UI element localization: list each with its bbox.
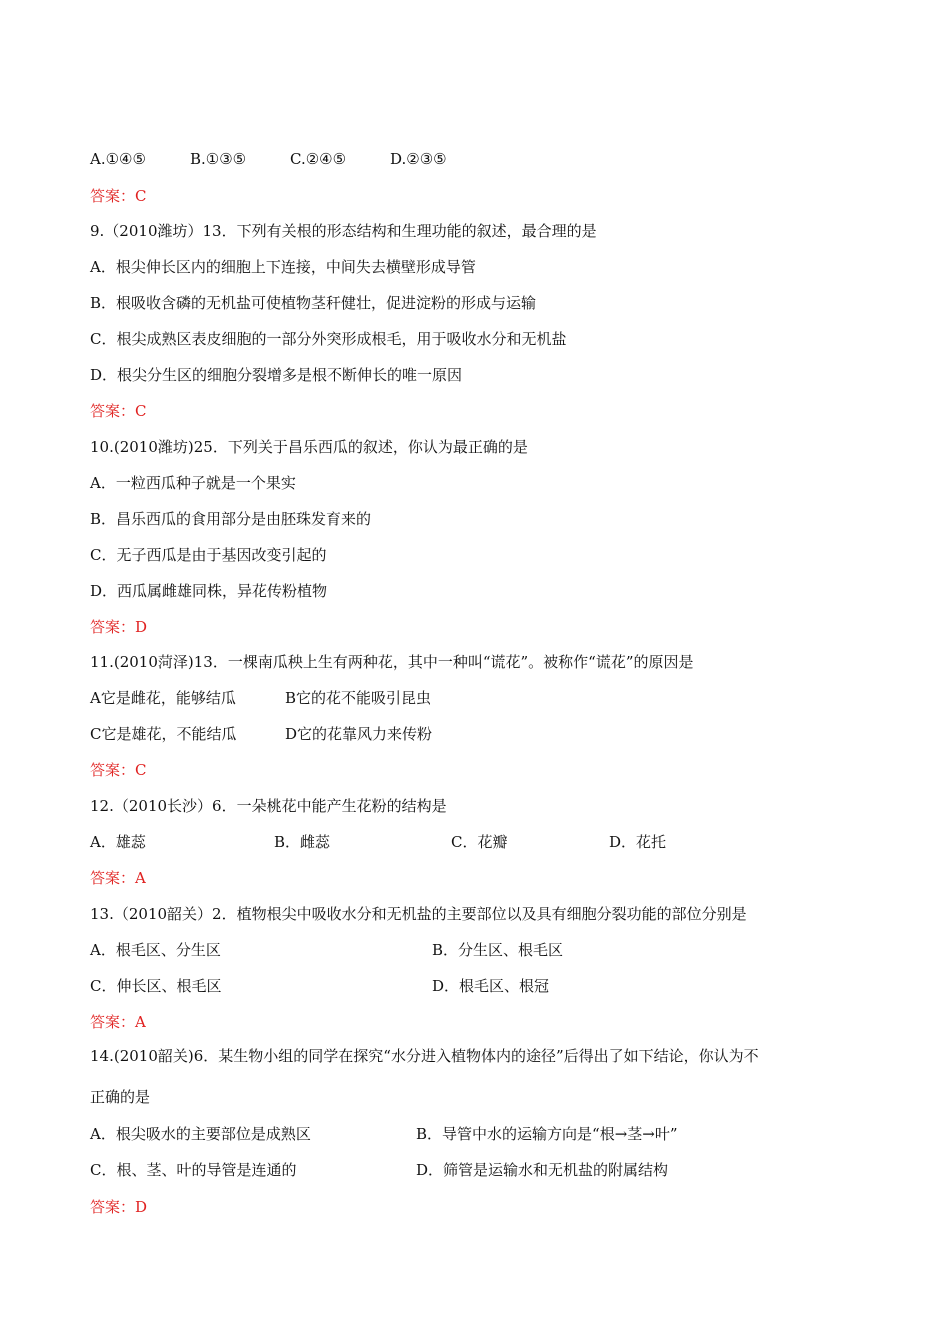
q12-stem: 12.（2010长沙）6．一朵桃花中能产生花粉的结构是 — [90, 797, 447, 815]
q12-option-c: C．花瓣 — [451, 833, 508, 851]
q10-option-a: A．一粒西瓜种子就是一个果实 — [90, 474, 296, 492]
prev-option-c: C.②④⑤ — [290, 150, 347, 168]
q14-answer: 答案：D — [90, 1198, 148, 1216]
q10-stem: 10.(2010潍坊)25．下列关于昌乐西瓜的叙述，你认为最正确的是 — [90, 438, 528, 456]
q13-answer: 答案：A — [90, 1013, 146, 1031]
prev-answer: 答案：C — [90, 187, 147, 205]
q14-stem-line-2: 正确的是 — [90, 1088, 151, 1106]
q14-stem-line-1: 14.(2010韶关)6．某生物小组的同学在探究“水分进入植物体内的途径”后得出了如下结论，你认为不 — [90, 1047, 759, 1065]
q14-option-d: D．筛管是运输水和无机盐的附属结构 — [416, 1161, 669, 1179]
q11-stem: 11.(2010菏泽)13．一棵南瓜秧上生有两种花，其中一种叫“谎花”。被称作“谎花”的原因是 — [90, 653, 694, 671]
q13-option-c: C．伸长区、根毛区 — [90, 977, 222, 995]
q9-answer: 答案：C — [90, 402, 147, 420]
q9-option-c: C．根尖成熟区表皮细胞的一部分外突形成根毛，用于吸收水分和无机盐 — [90, 330, 567, 348]
prev-option-a: A.①④⑤ — [90, 150, 146, 168]
q9-option-b: B．根吸收含磷的无机盐可使植物茎秆健壮，促进淀粉的形成与运输 — [90, 294, 537, 312]
prev-option-d: D.②③⑤ — [390, 150, 447, 168]
q12-option-a: A．雄蕊 — [90, 833, 146, 851]
q14-option-c: C．根、茎、叶的导管是连通的 — [90, 1161, 297, 1179]
q11-option-c: C它是雄花，不能结瓜 — [90, 725, 237, 743]
q10-answer: 答案：D — [90, 618, 148, 636]
q10-option-d: D．西瓜属雌雄同株，异花传粉植物 — [90, 582, 328, 600]
q9-option-d: D．根尖分生区的细胞分裂增多是根不断伸长的唯一原因 — [90, 366, 463, 384]
q11-answer: 答案：C — [90, 761, 147, 779]
prev-option-b: B.①③⑤ — [190, 150, 247, 168]
q13-option-b: B．分生区、根毛区 — [432, 941, 564, 959]
q13-stem: 13.（2010韶关）2．植物根尖中吸收水分和无机盐的主要部位以及具有细胞分裂功能的部位分别是 — [90, 905, 747, 923]
q13-option-d: D．根毛区、根冠 — [432, 977, 550, 995]
q11-option-a: A它是雌花，能够结瓜 — [90, 689, 236, 707]
q14-option-a: A．根尖吸水的主要部位是成熟区 — [90, 1125, 311, 1143]
q10-option-c: C．无子西瓜是由于基因改变引起的 — [90, 546, 327, 564]
q14-option-b: B．导管中水的运输方向是“根→茎→叶” — [416, 1125, 678, 1143]
q12-option-d: D．花托 — [609, 833, 667, 851]
q9-stem: 9.（2010潍坊）13．下列有关根的形态结构和生理功能的叙述，最合理的是 — [90, 222, 597, 240]
q10-option-b: B．昌乐西瓜的食用部分是由胚珠发育来的 — [90, 510, 372, 528]
q12-answer: 答案：A — [90, 869, 146, 887]
q9-option-a: A．根尖伸长区内的细胞上下连接，中间失去横壁形成导管 — [90, 258, 476, 276]
q11-option-b: B它的花不能吸引昆虫 — [285, 689, 432, 707]
q12-option-b: B．雌蕊 — [274, 833, 331, 851]
q11-option-d: D它的花靠风力来传粉 — [285, 725, 433, 743]
q13-option-a: A．根毛区、分生区 — [90, 941, 221, 959]
